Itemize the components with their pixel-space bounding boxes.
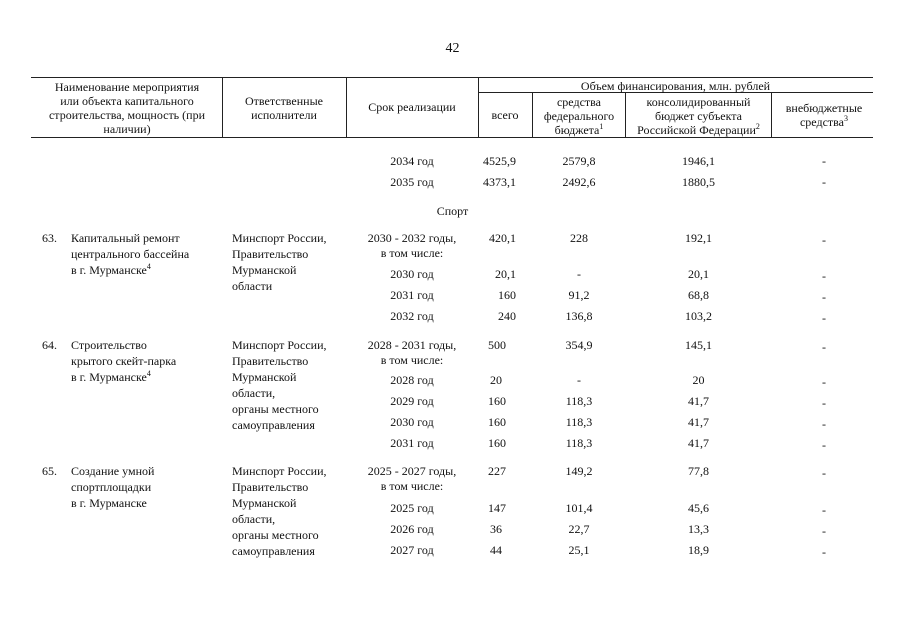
cell-total: 160 [498,288,516,302]
cell-extra: - [822,438,826,452]
period-note: в том числе: [380,246,444,260]
period-range: 2028 - 2031 годы, [367,338,457,352]
project-name-line [71,262,189,278]
cell-federal: 91,2 [568,288,590,302]
project-name-line: центрального бассейна [71,247,190,261]
header-regional [627,95,770,137]
cell-extra: - [822,396,826,410]
cell-extra: - [822,503,826,517]
executor-line: Правительство [232,247,309,261]
cell-regional: 13,3 [688,522,709,536]
cell-federal: 25,1 [568,543,590,557]
period-range: 2030 - 2032 годы, [367,231,457,245]
period-note: в том числе: [380,353,444,367]
cell-extra: - [822,233,826,247]
period-note: в том числе: [380,479,444,493]
cell-regional: 192,1 [685,231,712,245]
project-name-line: Капитальный ремонт [71,231,180,245]
cell-total: 500 [488,338,506,352]
period-year: 2026 год [390,522,434,536]
cell-extra: - [822,375,826,389]
header-federal-text: средства федерального бюджета [543,95,615,137]
cell-extra: - [822,269,826,283]
cell-total: 240 [498,309,516,323]
project-name-line: крытого скейт-парка [71,354,177,368]
header-regional-text: консолидированный бюджет субъекта Российской Федерации [637,95,756,137]
cell-total: 227 [488,464,506,478]
cell-federal: 228 [570,231,588,245]
period-year: 2031 год [390,436,434,450]
col-divider [222,77,223,137]
cont-federal: 2492,6 [562,175,596,189]
cell-regional: 103,2 [685,309,712,323]
header-total: всего [491,108,519,122]
col-divider [771,92,772,137]
header-name: Наименование мероприятия или объекта капитального строительства, мощность (при наличии) [48,80,205,136]
cell-extra: - [822,466,826,480]
header-period: Срок реализации [368,100,456,114]
footnote-mark: 4 [146,262,151,271]
project-name-line: Строительство [71,338,147,352]
executor-line: самоуправления [232,418,315,432]
footnote-mark: 4 [146,369,151,378]
project-number: 64. [42,338,57,352]
cell-total: 20,1 [495,267,516,281]
cell-extra: - [822,417,826,431]
project-name-line: спортплощадки [71,480,152,494]
cell-total: 160 [488,436,506,450]
cont-total: 4373,1 [483,175,516,189]
header-extra [778,101,870,129]
cell-federal: - [577,373,581,387]
period-year: 2027 год [390,543,434,557]
executor-line: Мурманской [232,263,297,277]
executor-line: области [232,279,273,293]
cell-federal: 149,2 [565,464,593,478]
executor-line: Минспорт России, [232,231,327,245]
cont-period: 2035 год [390,175,434,189]
project-name-line: в г. Мурманске [71,496,147,510]
cell-regional: 68,8 [688,288,709,302]
executor-line: области, [232,386,276,400]
project-executors [232,337,327,433]
footnote-mark: 3 [844,114,848,123]
project-number: 65. [42,464,57,478]
cell-federal: 118,3 [565,436,593,450]
cell-total: 160 [488,394,506,408]
project-name [71,337,176,385]
header-executors: Ответственные исполнители [245,94,323,122]
cell-federal: 118,3 [565,415,593,429]
period-year: 2025 год [390,501,434,515]
cell-extra: - [822,545,826,559]
header-financing: Объем финансирования, млн. рублей [580,79,771,93]
cell-extra: - [822,311,826,325]
period-year: 2030 год [390,415,434,429]
footnote-mark: 2 [755,122,760,131]
period-range: 2025 - 2027 годы, [367,464,457,478]
executor-line: Правительство [232,480,309,494]
cell-regional: 41,7 [688,436,709,450]
cell-regional: 20,1 [688,267,709,281]
header-bottom-rule [31,137,873,138]
cell-total: 44 [490,543,502,557]
cell-total: 36 [490,522,502,536]
period-year: 2029 год [390,394,434,408]
cell-regional: 41,7 [688,415,709,429]
cell-regional: 41,7 [688,394,709,408]
cont-regional: 1880,5 [682,175,715,189]
executor-line: органы местного [232,402,319,416]
executor-line: самоуправления [232,544,315,558]
cell-total: 160 [488,415,506,429]
cont-total: 4525,9 [483,154,516,168]
cell-regional: 145,1 [685,338,712,352]
col-divider [478,77,479,137]
header-top-rule [31,77,873,78]
cell-extra: - [822,340,826,354]
col-divider [532,92,533,137]
cell-federal: 118,3 [565,394,593,408]
cont-extra: - [822,175,826,189]
cell-federal: - [577,267,581,281]
section-title: Спорт [436,204,469,218]
project-executors [232,463,327,559]
cell-regional: 77,8 [688,464,709,478]
project-name-line: Создание умной [71,464,155,478]
cell-federal: 101,4 [565,501,593,515]
cell-federal: 136,8 [565,309,593,323]
cont-federal: 2579,8 [562,154,596,168]
project-name [71,230,189,278]
cell-regional: 20 [692,373,705,387]
page-number: 42 [445,41,460,56]
cell-total: 420,1 [489,231,516,245]
project-name [71,463,154,511]
executor-line: Правительство [232,354,309,368]
cont-period: 2034 год [390,154,434,168]
cell-total: 20 [490,373,502,387]
executor-line: Мурманской [232,496,297,510]
executor-line: Минспорт России, [232,464,327,478]
cont-regional: 1946,1 [682,154,715,168]
executor-line: Мурманской [232,370,297,384]
executor-line: области, [232,512,276,526]
period-year: 2032 год [390,309,434,323]
col-divider [346,77,347,137]
cell-extra: - [822,524,826,538]
cell-extra: - [822,290,826,304]
project-name-line [71,369,176,385]
cell-total: 147 [488,501,506,515]
project-name-text: в г. Мурманске [71,263,147,277]
cell-federal: 22,7 [568,522,590,536]
cell-regional: 45,6 [688,501,709,515]
cont-extra: - [822,154,826,168]
period-year: 2031 год [390,288,434,302]
footnote-mark: 1 [599,122,604,131]
period-year: 2028 год [390,373,434,387]
period-year: 2030 год [390,267,434,281]
cell-regional: 18,9 [688,543,709,557]
header-federal [534,95,624,137]
col-divider [625,92,626,137]
project-name-text: в г. Мурманске [71,370,147,384]
cell-federal: 354,9 [565,338,593,352]
executor-line: органы местного [232,528,319,542]
header-extra-text: внебюджетные средства [785,101,863,129]
project-number: 63. [42,231,57,245]
project-executors [232,230,327,294]
executor-line: Минспорт России, [232,338,327,352]
